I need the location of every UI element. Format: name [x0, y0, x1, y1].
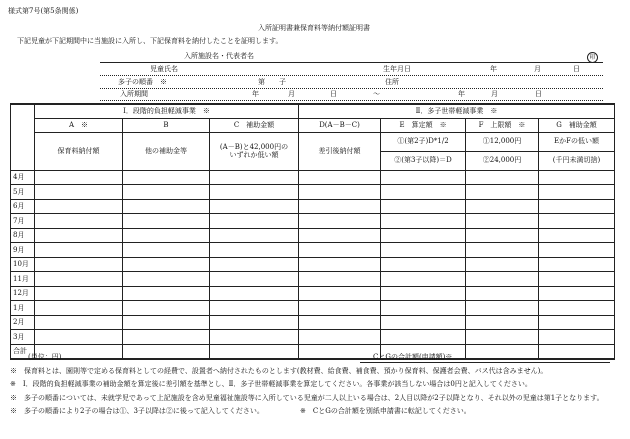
- amount-cell[interactable]: [539, 214, 615, 229]
- amount-cell[interactable]: [466, 185, 539, 200]
- e-sub-header-2: ②(第3子以降)＝D: [381, 151, 466, 170]
- month-label: 11月: [11, 272, 35, 287]
- table-row: [11, 315, 615, 330]
- amount-cell[interactable]: [466, 286, 539, 301]
- month-label: 合計: [11, 344, 35, 359]
- table-row: [11, 330, 615, 345]
- amount-cell[interactable]: [539, 228, 615, 243]
- amount-cell[interactable]: [210, 243, 299, 258]
- amount-cell[interactable]: [35, 272, 123, 287]
- amount-cell[interactable]: [123, 344, 210, 359]
- amount-cell[interactable]: [299, 228, 381, 243]
- f-sub-header-1: ①12,000円: [466, 132, 539, 151]
- child-name-line: [100, 75, 603, 76]
- amount-cell[interactable]: [466, 214, 539, 229]
- period-end-month: 月: [491, 90, 498, 98]
- amount-cell[interactable]: [299, 301, 381, 316]
- col-a-header: A ※: [35, 118, 123, 132]
- amount-cell[interactable]: [299, 199, 381, 214]
- amount-cell[interactable]: [123, 272, 210, 287]
- a-sub-header: 保育料納付額: [35, 132, 123, 170]
- amount-cell[interactable]: [299, 286, 381, 301]
- month-header-cell: [11, 104, 35, 170]
- amount-cell[interactable]: [539, 344, 615, 359]
- col-g-header: G 補助金額: [539, 118, 615, 132]
- e-sub-header-1: ①(第2子)D*1/2: [381, 132, 466, 151]
- amount-cell[interactable]: [381, 214, 466, 229]
- col-e-header: E 算定額 ※: [381, 118, 466, 132]
- month-label: 8月: [11, 228, 35, 243]
- month-label: 5月: [11, 185, 35, 200]
- amount-cell[interactable]: [381, 301, 466, 316]
- amount-cell[interactable]: [35, 286, 123, 301]
- g-sub-header-2: (千円未満切捨): [539, 151, 615, 170]
- amount-cell[interactable]: [35, 214, 123, 229]
- amount-cell[interactable]: [539, 301, 615, 316]
- period-label: 入所期間: [120, 90, 148, 98]
- section2-header: Ⅱ．多子世帯軽減事業 ※: [299, 104, 615, 118]
- facility-label: 入所施設名・代表者名: [184, 52, 254, 60]
- amount-cell[interactable]: [123, 257, 210, 272]
- period-separator: ～: [373, 90, 380, 98]
- birth-month: 月: [534, 65, 541, 73]
- amount-cell[interactable]: [299, 170, 381, 185]
- amount-cell[interactable]: [539, 185, 615, 200]
- sum-line: [360, 362, 610, 363]
- amount-cell[interactable]: [35, 199, 123, 214]
- order-value: 第 子: [258, 78, 286, 86]
- month-label: 9月: [11, 243, 35, 258]
- amount-cell[interactable]: [466, 315, 539, 330]
- amount-cell[interactable]: [123, 243, 210, 258]
- d-sub-header: 差引後納付額: [299, 132, 381, 170]
- amount-cell[interactable]: [123, 228, 210, 243]
- child-name-label: 児童氏名: [150, 65, 178, 73]
- table-row: [11, 272, 615, 287]
- amount-cell[interactable]: [466, 272, 539, 287]
- birth-day: 日: [573, 65, 580, 73]
- amount-cell[interactable]: [210, 301, 299, 316]
- amount-cell[interactable]: [299, 272, 381, 287]
- col-d-header: D(A－B－C): [299, 118, 381, 132]
- amount-cell[interactable]: [381, 272, 466, 287]
- amount-cell[interactable]: [466, 330, 539, 345]
- table-row: [11, 286, 615, 301]
- note-4b: ※ CとGの合計額を別紙申請書に転記してください。: [300, 407, 471, 415]
- amount-cell[interactable]: [466, 301, 539, 316]
- intro-text: 下記児童が下記期間中に当施設に入所し、下記保育料を納付したことを証明します。: [17, 37, 283, 45]
- month-label: 2月: [11, 315, 35, 330]
- amount-cell[interactable]: [466, 257, 539, 272]
- amount-cell[interactable]: [123, 214, 210, 229]
- period-end-year: 年: [458, 90, 465, 98]
- amount-cell[interactable]: [539, 243, 615, 258]
- month-label: 12月: [11, 286, 35, 301]
- fee-table: [10, 103, 615, 360]
- f-sub-header-2: ②24,000円: [466, 151, 539, 170]
- period-end-day: 日: [535, 90, 542, 98]
- amount-cell[interactable]: [210, 257, 299, 272]
- form-number: 様式第7号(第5条関係): [8, 7, 79, 15]
- b-sub-header: 他の補助金等: [123, 132, 210, 170]
- col-b-header: B: [123, 118, 210, 132]
- amount-cell[interactable]: [466, 170, 539, 185]
- note-1: ※ 保育料とは、園則等で定める保育料としての経費で、設置者へ納付されたものとします(教材費、給食費、補食費、預かり保育料、保護者会費、バス代は含みません)。: [10, 367, 548, 375]
- amount-cell[interactable]: [381, 185, 466, 200]
- month-label: 7月: [11, 214, 35, 229]
- table-row: [11, 243, 615, 258]
- col-c-header: C 補助金額: [210, 118, 299, 132]
- amount-cell[interactable]: [299, 243, 381, 258]
- table-row: [11, 199, 615, 214]
- amount-cell[interactable]: [466, 344, 539, 359]
- amount-cell[interactable]: [466, 199, 539, 214]
- amount-cell[interactable]: [210, 185, 299, 200]
- address-label: 住所: [385, 78, 399, 86]
- amount-cell[interactable]: [539, 286, 615, 301]
- amount-cell[interactable]: [210, 170, 299, 185]
- amount-cell[interactable]: [381, 257, 466, 272]
- c-sub-header: (A－B)と42,000円の いずれか低い額: [210, 132, 299, 170]
- section1-header: Ⅰ．段階的負担軽減事業 ※: [35, 104, 299, 118]
- amount-cell[interactable]: [539, 257, 615, 272]
- sum-label: CとGの合計額(申請額)※: [373, 353, 453, 361]
- table-row: [11, 185, 615, 200]
- amount-cell[interactable]: [210, 286, 299, 301]
- month-label: 3月: [11, 330, 35, 345]
- col-f-header: F 上限額 ※: [466, 118, 539, 132]
- amount-cell[interactable]: [35, 330, 123, 345]
- amount-cell[interactable]: [539, 170, 615, 185]
- amount-cell[interactable]: [123, 301, 210, 316]
- month-label: 6月: [11, 199, 35, 214]
- amount-cell[interactable]: [539, 315, 615, 330]
- amount-cell[interactable]: [210, 315, 299, 330]
- table-row: [11, 301, 615, 316]
- amount-cell[interactable]: [299, 330, 381, 345]
- amount-cell[interactable]: [35, 228, 123, 243]
- amount-cell[interactable]: [35, 315, 123, 330]
- note-3: ※ 多子の順番については、未就学児であって上記施設を含め児童福祉施設等に入所している児童が二人以上いる場合は、2人目以降が2子以降となり、それ以外の児童は第1子となります。: [10, 394, 604, 402]
- table-row: [11, 228, 615, 243]
- order-line: [100, 88, 603, 89]
- note-2: ※ Ⅰ．段階的負担軽減事業の補助金額を算定後に差引額を基準とし、Ⅱ．多子世帯軽減事業を算定してください。各事業が該当しない場合は0円と記入してください。: [10, 380, 532, 388]
- note-4a: ※ 多子の順番により2子の場合は①、3子以降は②に後って記入してください。: [10, 407, 264, 415]
- amount-cell[interactable]: [539, 330, 615, 345]
- amount-cell[interactable]: [35, 185, 123, 200]
- amount-cell[interactable]: [123, 199, 210, 214]
- month-label: 4月: [11, 170, 35, 185]
- amount-cell[interactable]: [123, 315, 210, 330]
- g-sub-header-1: EかFの低い額: [539, 132, 615, 151]
- amount-cell[interactable]: [123, 170, 210, 185]
- amount-cell[interactable]: [299, 315, 381, 330]
- amount-cell[interactable]: [299, 214, 381, 229]
- period-start-day: 日: [330, 90, 337, 98]
- table-row: [11, 214, 615, 229]
- amount-cell[interactable]: [123, 330, 210, 345]
- table-row: [11, 170, 615, 185]
- amount-cell[interactable]: [381, 170, 466, 185]
- order-label: 多子の順番 ※: [118, 78, 167, 86]
- table-row: [11, 344, 615, 359]
- period-start-month: 月: [288, 90, 295, 98]
- month-label: 10月: [11, 257, 35, 272]
- amount-cell[interactable]: [466, 243, 539, 258]
- amount-cell[interactable]: [466, 228, 539, 243]
- amount-cell[interactable]: [299, 185, 381, 200]
- amount-cell[interactable]: [539, 272, 615, 287]
- facility-line: [100, 62, 603, 63]
- amount-cell[interactable]: [210, 272, 299, 287]
- birth-year: 年: [490, 65, 497, 73]
- amount-cell[interactable]: [35, 243, 123, 258]
- table-row: [11, 257, 615, 272]
- amount-cell[interactable]: [381, 330, 466, 345]
- page-title: 入所証明書兼保育料等納付額証明書: [258, 24, 370, 32]
- amount-cell[interactable]: [210, 214, 299, 229]
- birthdate-label: 生年月日: [383, 65, 411, 73]
- period-start-year: 年: [252, 90, 259, 98]
- amount-cell[interactable]: [35, 257, 123, 272]
- amount-cell[interactable]: [210, 228, 299, 243]
- amount-cell[interactable]: [381, 228, 466, 243]
- amount-cell[interactable]: [539, 199, 615, 214]
- amount-cell[interactable]: [381, 286, 466, 301]
- amount-cell[interactable]: [35, 301, 123, 316]
- period-line: [100, 100, 603, 101]
- seal-icon: 印: [587, 52, 598, 63]
- amount-cell[interactable]: [381, 243, 466, 258]
- amount-cell[interactable]: [381, 199, 466, 214]
- amount-cell[interactable]: [381, 315, 466, 330]
- amount-cell[interactable]: [210, 199, 299, 214]
- amount-cell[interactable]: [210, 330, 299, 345]
- amount-cell[interactable]: [123, 185, 210, 200]
- amount-cell[interactable]: [299, 344, 381, 359]
- amount-cell[interactable]: [299, 257, 381, 272]
- amount-cell[interactable]: [35, 170, 123, 185]
- amount-cell[interactable]: [123, 286, 210, 301]
- month-label: 1月: [11, 301, 35, 316]
- amount-cell[interactable]: [210, 344, 299, 359]
- unit-label: (単位：円): [28, 353, 62, 361]
